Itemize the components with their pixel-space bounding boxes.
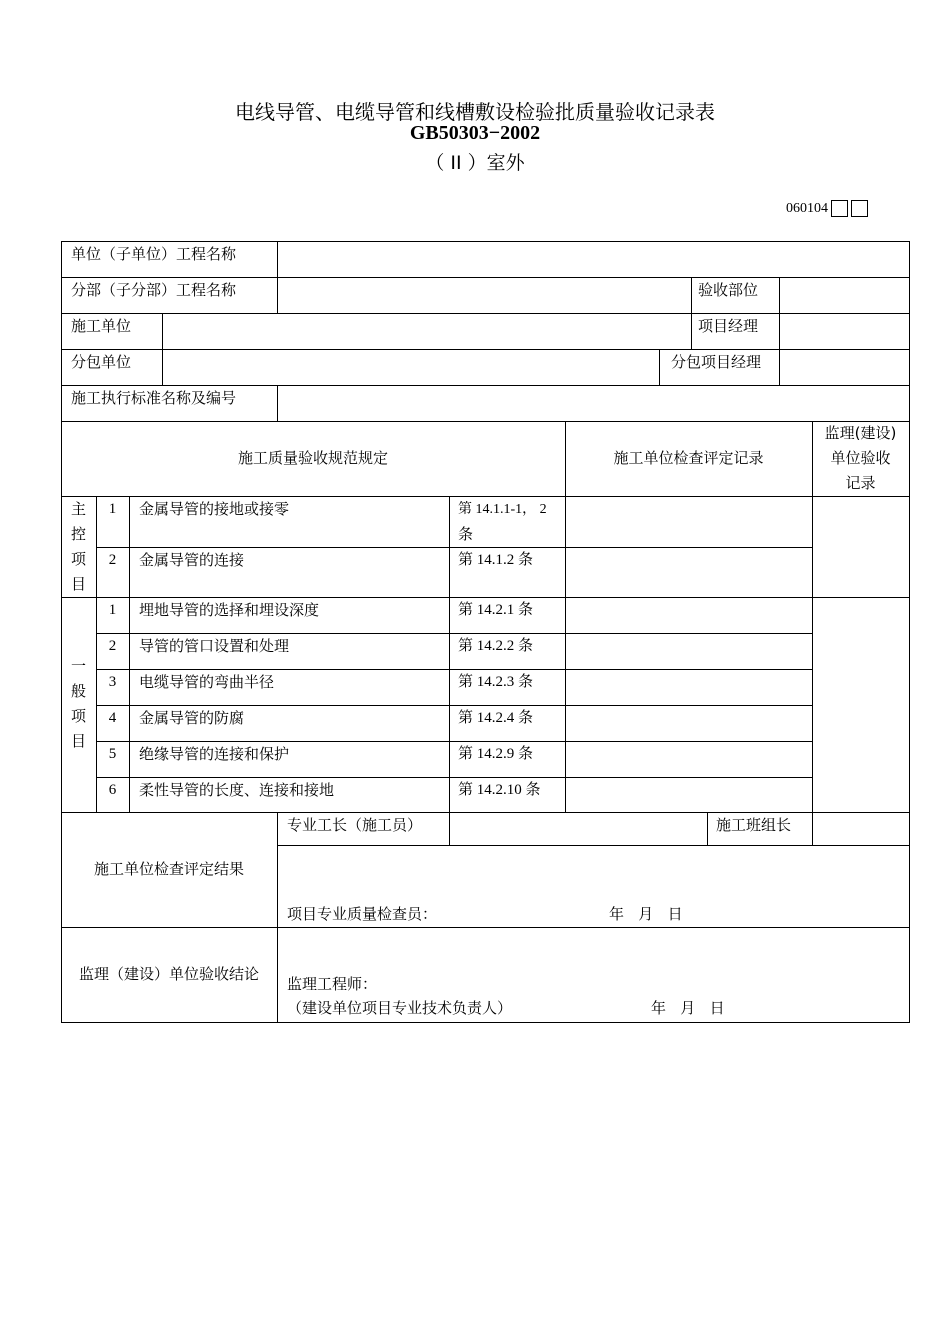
row-item: 埋地导管的选择和埋设深度 [139,601,320,619]
main-label-char: 主 [70,500,86,518]
code-box-1[interactable] [831,200,848,217]
label-supervising-engineer: 监理工程师： [287,975,378,993]
label-standard-name: 施工执行标准名称及编号 [71,389,237,407]
grid-line [61,421,910,422]
label-check-result: 施工单位检查评定结果 [93,860,244,878]
label-quality-inspector: 项目专业质量检查员： [287,905,438,923]
grid-line [909,241,910,1023]
row-number: 2 [108,552,117,568]
row-number: 1 [108,602,117,618]
row-clause: 第 14.2.9 条 [458,746,534,762]
grid-line [61,313,910,314]
inspection-table [61,241,910,1023]
row-clause: 第 14.2.10 条 [458,782,541,798]
label-team-leader: 施工班组长 [716,816,792,834]
general-label-char: 一 [70,657,86,675]
row-clause: 第 14.1.1-1， 2 [458,502,547,517]
grid-line [691,277,692,349]
row-item: 金属导管的防腐 [139,709,245,727]
label-construction-unit: 施工单位 [71,317,132,335]
form-title: 电线导管、电缆导管和线槽敷设检验批质量验收记录表 [235,100,715,124]
label-project-manager: 项目经理 [698,317,759,335]
grid-line [449,496,450,845]
main-label-char: 项 [70,550,86,568]
grid-line [812,812,813,845]
general-label-char: 目 [70,732,86,750]
grid-line [277,385,278,421]
form-code-number: 060104 [786,200,828,216]
grid-line [779,277,780,385]
row-item: 柔性导管的长度、连接和接地 [139,781,335,799]
header-spec: 施工质量验收规范规定 [237,449,388,467]
label-foreman: 专业工长（施工员） [287,816,423,834]
row-number: 1 [108,501,117,517]
label-sub-project-manager: 分包项目经理 [671,353,762,371]
row-item: 金属导管的连接 [139,551,245,569]
row-number: 4 [108,710,117,726]
general-label-char: 项 [70,707,86,725]
main-label-char: 目 [70,575,86,593]
label-unit-project: 单位（子单位）工程名称 [71,245,237,263]
header-check-record: 施工单位检查评定记录 [613,449,764,467]
grid-line [61,241,62,1023]
label-owner-representative: （建设单位项目专业技术负责人） [287,999,513,1017]
general-label-char: 般 [70,682,86,700]
grid-line [659,349,660,385]
standard-code: GB50303−2002 [409,122,541,144]
grid-line [129,496,130,812]
form-subtitle: （ II ）室外 [425,152,525,174]
row-number: 5 [108,746,117,762]
grid-line [61,927,910,928]
form-code [786,200,868,217]
row-clause: 条 [458,525,474,543]
row-item: 电缆导管的弯曲半径 [139,673,275,691]
row-clause: 第 14.2.2 条 [458,638,534,654]
main-label-char: 控 [70,525,86,543]
row-item: 导管的管口设置和处理 [139,637,290,655]
row-clause: 第 14.2.3 条 [458,674,534,690]
grid-line [565,421,566,812]
header-supervision-1: 监理(建设) [824,424,897,442]
label-supervision-conclusion: 监理（建设）单位验收结论 [78,965,259,983]
label-sub-project: 分部（子分部）工程名称 [71,281,237,299]
header-supervision-3: 记录 [845,474,876,492]
header-supervision-2: 单位验收 [830,449,891,467]
code-box-2[interactable] [851,200,868,217]
row-number: 6 [108,782,117,798]
row-item: 绝缘导管的连接和保护 [139,745,290,763]
grid-line [277,812,278,1023]
grid-line [707,812,708,845]
conclusion-date: 年 月 日 [651,999,725,1017]
label-acceptance-part: 验收部位 [698,281,759,299]
grid-line [61,1022,910,1023]
row-item: 金属导管的接地或接零 [139,500,290,518]
grid-line [61,349,910,350]
row-clause: 第 14.2.1 条 [458,602,534,618]
row-clause: 第 14.2.4 条 [458,710,534,726]
grid-line [162,313,163,385]
grid-line [277,241,278,313]
row-number: 3 [108,674,117,690]
row-number: 2 [108,638,117,654]
grid-line [277,845,910,846]
label-subcontractor: 分包单位 [71,353,132,371]
result-date: 年 月 日 [609,905,683,923]
row-clause: 第 14.1.2 条 [458,552,534,568]
